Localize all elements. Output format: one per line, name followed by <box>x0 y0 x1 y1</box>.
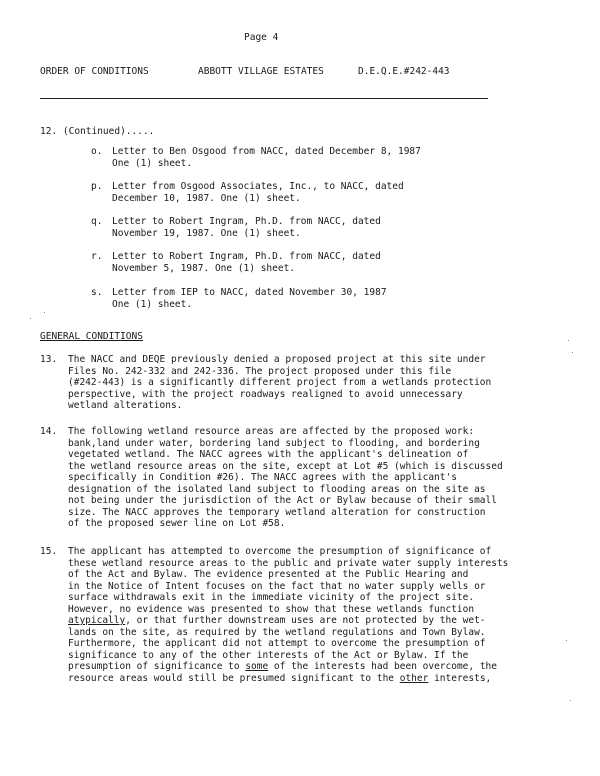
list-item-label: q. <box>91 216 103 227</box>
section-12-heading: 12. (Continued)..... <box>40 126 155 137</box>
scan-speck <box>568 340 569 341</box>
condition-line: not being under the jurisdiction of the Act or Bylaw because of their small <box>68 495 497 506</box>
condition-line: lands on the site, as required by the wetland regulations and Town Bylaw. <box>68 626 486 638</box>
list-item-line: November 5, 1987. One (1) sheet. <box>112 262 296 274</box>
list-item-line: Letter to Robert Ingram, Ph.D. from NACC, dated <box>112 251 381 262</box>
condition-line: However, no evidence was presented to show that these wetlands function <box>68 603 475 615</box>
condition-line: of the proposed sewer line on Lot #58. <box>68 518 286 529</box>
condition-number: 14. <box>40 426 58 437</box>
list-item-label: p. <box>91 181 103 192</box>
condition-line: vegetated wetland. The NACC agrees with the applicant's delineation of <box>68 449 469 460</box>
list-item-line: Letter from Osgood Associates, Inc., to NACC, dated <box>112 181 404 192</box>
underlined-word: other <box>399 672 429 684</box>
list-item-line: One (1) sheet. <box>112 157 193 169</box>
condition-line: in the Notice of Intent focuses on the fact that no water supply wells or <box>68 580 486 592</box>
condition-line: Files No. 242-332 and 242-336. The project proposed under this file <box>68 365 452 377</box>
list-item-line: Letter to Ben Osgood from NACC, dated December 8, 1987 <box>112 146 421 157</box>
list-item-label: r. <box>91 251 103 262</box>
condition-line: bank,land under water, bordering land subject to flooding, and bordering <box>68 437 480 449</box>
scan-speck <box>44 312 45 313</box>
condition-line: wetland alterations. <box>68 400 183 411</box>
header-project-name: ABBOTT VILLAGE ESTATES <box>198 66 324 77</box>
condition-number: 15. <box>40 546 58 557</box>
condition-line: these wetland resource areas to the public and private water supply interests <box>68 557 509 569</box>
scan-speck <box>30 318 31 319</box>
condition-line: size. The NACC approves the temporary wetland alteration for construction <box>68 506 486 518</box>
list-item-line: December 10, 1987. One (1) sheet. <box>112 192 301 204</box>
condition-line: perspective, with the project roadways realigned to avoid unnecessary <box>68 388 463 400</box>
underlined-word: atypically <box>68 615 126 626</box>
list-item-label: s. <box>91 287 103 298</box>
condition-number: 13. <box>40 354 58 365</box>
underlined-word: some <box>245 661 269 672</box>
scan-speck <box>570 700 571 701</box>
general-conditions-heading: GENERAL CONDITIONS <box>40 331 143 342</box>
list-item-line: One (1) sheet. <box>112 298 193 310</box>
condition-line: (#242-443) is a significantly different project from a wetlands protection <box>68 377 492 388</box>
condition-line-part: of the interests had been overcome, the <box>268 661 497 672</box>
list-item-label: o. <box>91 146 103 157</box>
condition-line <box>68 661 508 673</box>
condition-line <box>68 615 508 627</box>
scan-speck <box>572 352 573 353</box>
condition-line: of the Act and Bylaw. The evidence presented at the Public Hearing and <box>68 569 469 580</box>
condition-line-part: interests, <box>428 672 492 684</box>
header-rule <box>40 98 488 99</box>
condition-line-part: resource areas would still be presumed significant to the <box>68 672 400 684</box>
condition-line: surface withdrawals exit in the immediate vicinity of the project site. <box>68 592 475 603</box>
condition-line: the wetland resource areas on the site, except at Lot #5 (which is discussed <box>68 460 503 472</box>
condition-line: significance to any of the other interests of the Act or Bylaw. If the <box>68 649 469 661</box>
condition-line-part: presumption of significance to <box>68 661 246 672</box>
header-file-number: D.E.Q.E.#242-443 <box>358 66 450 77</box>
condition-line: specifically in Condition #26). The NACC agrees with the applicant's <box>68 472 457 483</box>
list-item-line: November 19, 1987. One (1) sheet. <box>112 227 301 239</box>
list-item-line: Letter from IEP to NACC, dated November 30, 1987 <box>112 287 387 298</box>
condition-line: The applicant has attempted to overcome the presumption of significance of <box>68 546 492 557</box>
page-number: Page 4 <box>244 32 279 43</box>
header-order-of-conditions: ORDER OF CONDITIONS <box>40 66 149 77</box>
condition-line: The following wetland resource areas are affected by the proposed work: <box>68 426 475 437</box>
list-item-line: Letter to Robert Ingram, Ph.D. from NACC, dated <box>112 216 381 227</box>
condition-line <box>68 673 508 685</box>
condition-line: The NACC and DEQE previously denied a proposed project at this site under <box>68 354 486 365</box>
condition-line: designation of the isolated land subject to flooding areas on the site as <box>68 483 486 495</box>
condition-line-rest: , or that further downstream uses are not protected by the wet- <box>125 615 486 626</box>
condition-line: Furthermore, the applicant did not attempt to overcome the presumption of <box>68 638 486 649</box>
scan-speck <box>566 640 567 641</box>
